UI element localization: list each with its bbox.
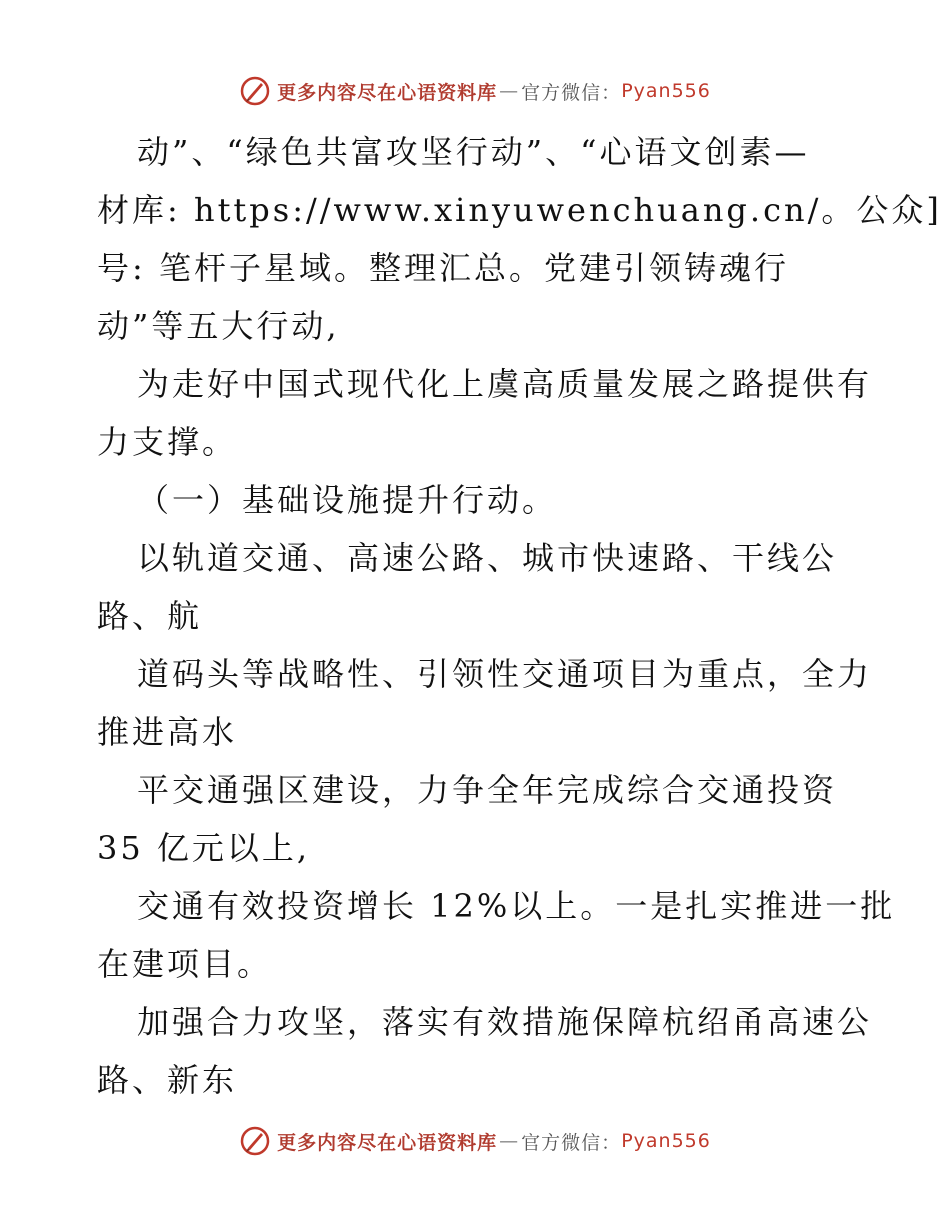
text-line: 力支撑。 [97, 423, 238, 461]
text-line: 号: 笔杆子星域。整理汇总。党建引领铸魂行 [97, 249, 789, 287]
text-line: 加强合力攻坚，落实有效措施保障杭绍甬高速公 [137, 1003, 873, 1041]
document-body [97, 123, 942, 1109]
header-watermark [0, 71, 950, 111]
text-line: 动”等五大行动, [97, 307, 340, 345]
watermark-wechat-label: 官方微信： [521, 81, 622, 104]
text-line: 35 亿元以上, [97, 829, 311, 867]
watermark-wechat-id: Pyan556 [621, 1130, 711, 1152]
text-line: 为走好中国式现代化上虞高质量发展之路提供有 [137, 365, 873, 403]
quill-logo-icon [239, 1125, 271, 1157]
text-line: 路、新东 [97, 1061, 238, 1099]
watermark-wechat-label: 官方微信： [521, 1131, 622, 1154]
watermark-text: 更多内容尽在心语资料库 [277, 1131, 498, 1154]
section-heading: （一）基础设施提升行动。 [137, 481, 558, 519]
watermark-wechat-id: Pyan556 [621, 80, 711, 102]
watermark-dash: — [499, 80, 520, 102]
text-line: 以轨道交通、高速公路、城市快速路、干线公 [137, 539, 838, 577]
watermark-text: 更多内容尽在心语资料库 [277, 81, 498, 104]
text-line: 在建项目。 [97, 945, 273, 983]
text-line: 交通有效投资增长 12%以上。一是扎实推进一批 [137, 887, 896, 925]
text-line: 道码头等战略性、引领性交通项目为重点，全力 [137, 655, 873, 693]
text-line: 路、航 [97, 597, 203, 635]
quill-logo-icon [239, 75, 271, 107]
watermark-dash: — [499, 1130, 520, 1152]
text-line: 材库: https://www.xinyuwenchuang.cn/。公众] [97, 191, 942, 229]
text-line: 动”、“绿色共富攻坚行动”、“心语文创素— [137, 133, 810, 171]
text-line: 平交通强区建设，力争全年完成综合交通投资 [137, 771, 838, 809]
footer-watermark [0, 1121, 950, 1161]
text-line: 推进高水 [97, 713, 238, 751]
